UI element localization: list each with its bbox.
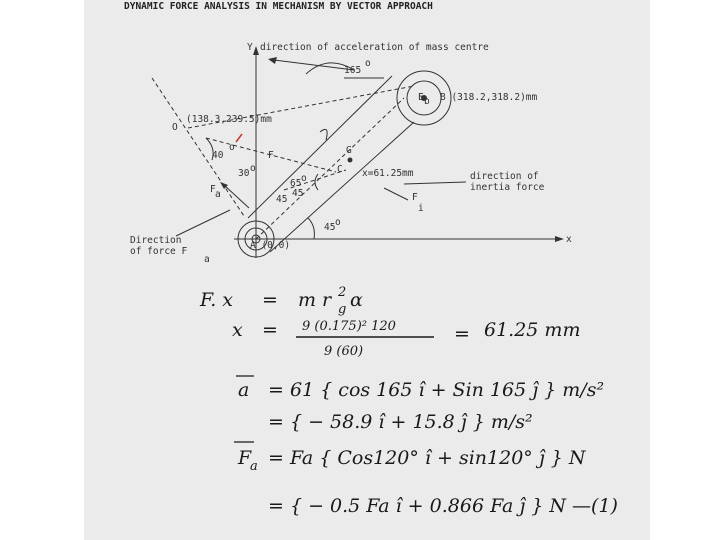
eq5-rhs: = Fa { Cos120° î + sin120° ĵ } N [268, 447, 586, 469]
direction-force-line1: Direction [130, 235, 182, 246]
x-axis-arrowhead [555, 236, 564, 242]
inertia-label-leader [404, 182, 466, 184]
eq2-equals2: = [454, 323, 470, 345]
direction-force-line2: of force F [130, 246, 188, 257]
force-fi-label: F [412, 192, 418, 203]
point-e-sub: b [424, 96, 430, 107]
degree-mark: o [365, 58, 371, 69]
point-b-label: B (318.2,318.2)mm [440, 92, 538, 103]
degree-mark: o [229, 142, 235, 153]
eq1-rhs: m r [298, 289, 332, 311]
force-fa-arrow [224, 185, 249, 208]
scanned-page [84, 0, 650, 540]
rotation-arrow [320, 129, 327, 140]
eq2-lhs: x [232, 319, 243, 341]
y-axis-arrowhead [253, 46, 259, 55]
eq1-alpha: α [350, 289, 363, 311]
y-axis-label: Y [247, 42, 253, 53]
eq1-rhs-sub: g [338, 302, 347, 317]
inertia-direction-line2: inertia force [470, 182, 545, 193]
inertia-direction-line1: direction of [470, 171, 539, 182]
page-title: DYNAMIC FORCE ANALYSIS IN MECHANISM BY VECTOR APPROACH [124, 1, 433, 12]
mechanism-diagram [84, 0, 650, 540]
eq1-rhs-sup: 2 [338, 285, 347, 300]
eq3-lhs: a [238, 379, 250, 401]
eq1-equals: = [262, 289, 278, 311]
eq3-rhs: = 61 { cos 165 î + Sin 165 ĵ } m/s² [268, 379, 605, 401]
angle-30-label: 30 [238, 168, 250, 179]
mass-centre-dot [348, 158, 353, 163]
eq2-equals: = [262, 319, 278, 341]
equation-block [199, 285, 618, 517]
eq2-numerator: 9 (0.175)² 120 [302, 319, 396, 334]
angle-45-arc [308, 218, 314, 239]
direction-force-leader [176, 210, 230, 236]
force-fi-arrow [384, 188, 408, 200]
angle-45-c-label: 45 [324, 222, 336, 233]
link-upper-edge [248, 76, 392, 218]
angle-45-a-label: 45 [276, 194, 288, 205]
degree-mark: o [335, 217, 341, 228]
eq2-denominator: 9 (60) [324, 344, 364, 359]
force-fa-sub: a [215, 189, 221, 200]
angle-40-label: 40 [212, 150, 224, 161]
direction-force-sub: a [204, 254, 210, 265]
eq5-lhs: F [238, 447, 252, 469]
degree-mark: o [250, 163, 256, 174]
point-c-label: C [337, 164, 343, 175]
x-axis-label: x [566, 234, 572, 245]
point-e-label: E [418, 92, 424, 103]
accel-direction-label: direction of acceleration of mass centre [260, 42, 489, 53]
force-fa-label: F [210, 184, 216, 195]
force-fi-sub: i [418, 203, 424, 214]
point-o-coords: (138.3,239.5)mm [186, 114, 272, 125]
eq1-lhs: F. x [200, 289, 234, 311]
eq5-lhs-sub: a [250, 459, 258, 474]
eq6-rhs: = { − 0.5 Fa î + 0.866 Fa ĵ } N —(1) [268, 495, 618, 517]
degree-mark: o [301, 173, 307, 184]
point-g-label: G [346, 145, 352, 156]
angle-45-b-label: 45 [292, 188, 304, 199]
eq4-rhs: = { − 58.9 î + 15.8 ĵ } m/s² [268, 411, 533, 433]
angle-65-brace [315, 174, 318, 190]
point-a-label: A (0,0) [250, 240, 291, 251]
red-mark [236, 134, 242, 142]
accel-arrowhead [268, 57, 277, 64]
angle-165-label: 165 [344, 65, 362, 76]
eq2-result: 61.25 mm [484, 319, 581, 341]
force-f-label: F [268, 150, 274, 161]
point-o-label: O [172, 122, 178, 133]
angle-65-label: 65 [290, 178, 302, 189]
distance-x-label: x=61.25mm [362, 168, 414, 179]
